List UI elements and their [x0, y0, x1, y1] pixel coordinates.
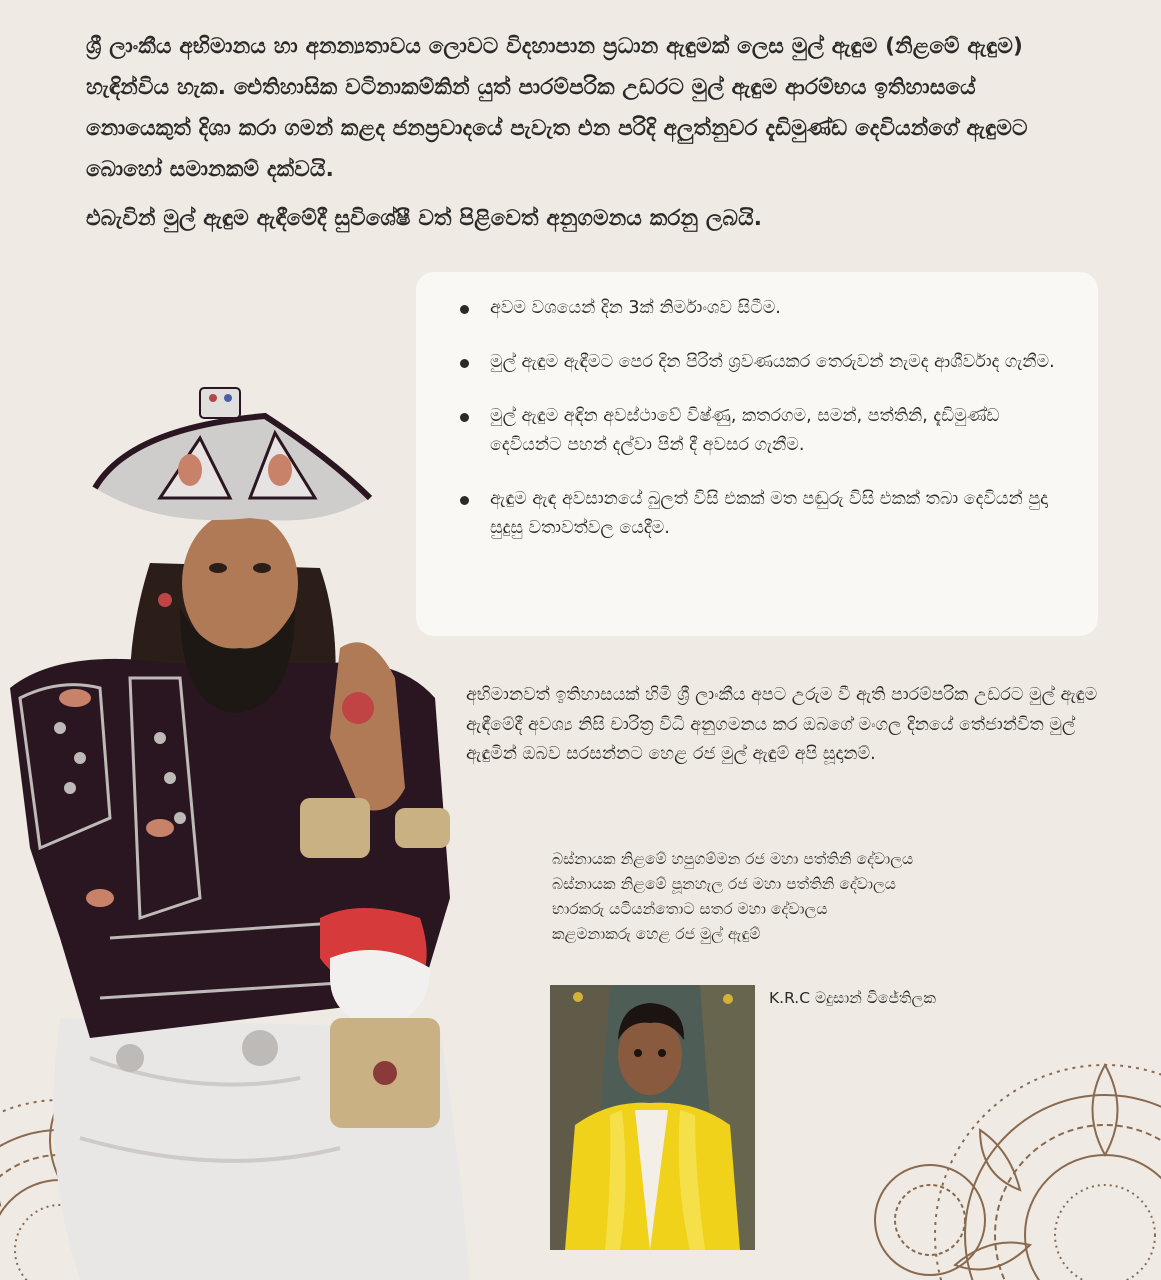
list-item	[460, 294, 1068, 323]
mandala-decoration-right	[860, 990, 1161, 1280]
bullet-icon	[460, 305, 469, 314]
practice-text: ඇඳුම ඇඳ අවසානයේ බුලත් විසි එකක් මත පඬුරු විසි එකක් තබා දෙවියන් පුදා සුදුසු වතාවත්වල යෙදීම.	[490, 489, 1048, 538]
portrait-photo	[550, 985, 755, 1250]
practices-list	[460, 294, 1068, 543]
practice-text: අවම වශයෙන් දින 3ක් නිර්මාංශව සිටීම.	[490, 298, 781, 318]
practices-card	[416, 272, 1098, 636]
signature-line: බස්නායක නිළමේ හපුගම්මන රජ මහා පත්තිනි දේවාලය	[552, 850, 914, 868]
practice-text: මුල් ඇඳුම අඳින අවස්ථාවේ විෂ්ණු, කතරගම, සමන්, පත්තිනි, දැඩිමුණ්ඩ දෙවියන්ට පහන් දල්වා පින් දී අවසර ගැනීම.	[490, 406, 1000, 455]
portrait-illustration	[550, 985, 755, 1250]
list-item	[460, 402, 1068, 460]
signature-line: කළමනාකරු හෙළ රජ මුල් ඇඳුම්	[552, 925, 761, 943]
signature-titles	[552, 847, 1032, 947]
practice-text: මුල් ඇඳුම ඇඳීමට පෙර දින පිරිත් ශ්‍රවණයකර තෙරුවන් නැමද ආශීර්වාද ගැනීම.	[490, 352, 1055, 372]
intro-note: එබැවින් මුල් ඇඳුම ඇඳීමේදී සුවිශේෂී වත් පිළිවෙත් අනුගමනය කරනු ලබයි.	[86, 206, 763, 231]
list-item	[460, 485, 1068, 543]
intro-paragraph: ශ්‍රී ලාංකීය අභිමානය හා අනන්‍යතාවය ලොවට විදහාපාන ප්‍රධාන ඇඳුමක් ලෙස මුල් ඇඳුම (නිළමේ ඇඳුම) හැඳින්විය හැක. ඓතිහාසික වටිනාකම්කින් යුත් පාරම්පරික උඩරට මුල් ඇඳුම ආරම්භය ඉතිහාසයේ නොයෙකුත් දිශා කරා ගමන් කළද ජනප්‍රවාදයේ පැවැත එන පරිදි අලුත්නුවර දැඩිමුණ්ඩ දෙවියන්ගේ ඇඳුමට බොහෝ සමානකම් දක්වයි.	[86, 34, 1028, 182]
signature-line: භාරකරු යටියන්තොට සතර මහා දේවාලය	[552, 900, 828, 918]
signature-line: බස්නායක නිළමේ පූනහැල රජ මහා පත්තිනි දේවාලය	[552, 875, 896, 893]
bullet-icon	[460, 359, 469, 368]
bullet-icon	[460, 413, 469, 422]
list-item	[460, 348, 1068, 377]
bullet-icon	[460, 496, 469, 505]
person-name: K.R.C මදුසාන් විජේතිලක	[769, 989, 936, 1007]
blessing-paragraph: අභිමානවත් ඉතිහාසයක් හිමි ශ්‍රී ලාංකීය අපට උරුම වී ඇති පාරම්පරික උඩරට මුල් ඇඳුම ඇඳීමේදී අවශ්‍ය නිසි චාරිත්‍ර විධි අනුගමනය කර ඔබගේ මංගල දිනයේ තේජාන්විත මුල් ඇඳුමින් ඔබව සරසන්නට හෙළ රජ මුල් ඇඳුම් අපි සූදානම්.	[466, 685, 1098, 764]
intro-section	[86, 26, 1086, 239]
